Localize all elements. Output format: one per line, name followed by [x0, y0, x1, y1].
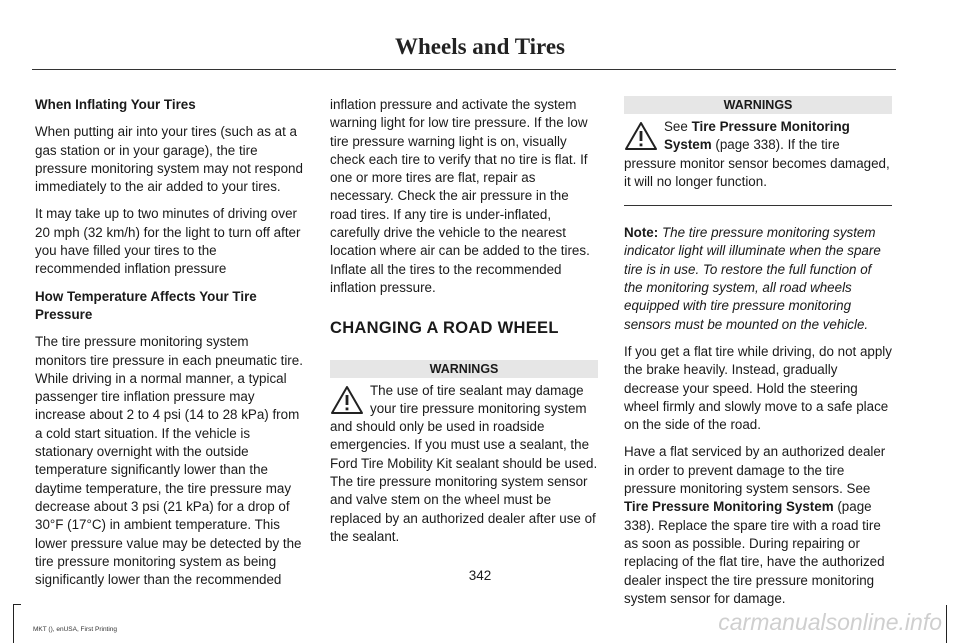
crop-mark-left: [13, 605, 14, 643]
warning-block-sensor: [624, 118, 892, 191]
warnings-label: WARNINGS: [330, 360, 598, 378]
page-number: 342: [468, 568, 492, 583]
xref-tpms-link[interactable]: Tire Pressure Monitoring System: [664, 119, 850, 153]
warning-triangle-icon: [330, 385, 364, 415]
column-2: [330, 96, 598, 546]
warning-text-sensor: (page 338). If the tire pressure monitor sensor becomes damaged, it will no longer function.: [624, 137, 890, 189]
service-text-b: (page 338). Replace the spare tire with a road tire as soon as possible. During repairing or replacing of the flat tire, have the authorized dealer inspect the tire pressure monitoring system sensor for damage.: [624, 499, 885, 606]
warnings-label: WARNINGS: [624, 96, 892, 114]
note-label: Note:: [624, 225, 659, 241]
paragraph-continued: inflation pressure and activate the system warning light for low tire pressure. If the low tire pressure warning light is on, visually check each tire to verify that no tire is flat. If one or more tires are flat, repair as necessary. Check the air pressure in the road tires. If any tire is under-inflated, carefully drive the vehicle to the nearest location where air can be added to the tires. Inflate all the tires to the recommended inflation pressure.: [330, 97, 590, 295]
warning-divider: [624, 205, 892, 206]
crop-mark-left-top: [13, 604, 21, 605]
header-divider: [32, 69, 896, 70]
service-text-a: Have a flat serviced by an authorized dealer in order to prevent damage to the tire pressure monitoring system sensors. See: [624, 444, 886, 497]
note-text: The tire pressure monitoring system indicator light will illuminate when the spare tire is in use. To restore the full function of the monitoring system, all road wheels equipped with tire pressure monitoring sensors must be mounted on the vehicle.: [624, 225, 881, 332]
section-heading: CHANGING A ROAD WHEEL: [330, 319, 559, 338]
xref-tpms-link[interactable]: Tire Pressure Monitoring System: [624, 499, 834, 515]
paragraph-flat-tire: If you get a flat tire while driving, do not apply the brake heavily. Instead, gradually decrease your speed. Hold the steering wheel firmly and slowly move to a safe place on the side of the road.: [624, 343, 892, 433]
page-title: Wheels and Tires: [395, 34, 565, 59]
note-paragraph: [624, 224, 892, 334]
warning-text-sealant: The use of tire sealant may damage your tire pressure monitoring system and should only be used in roadside emergencies. If you must use a sealant, the Ford Tire Mobility Kit sealant should be used. The tire pressure monitoring system sensor and valve stem on the wheel must be replaced by an authorized dealer after use of the sealant.: [330, 382, 598, 544]
warning-block-sealant: [330, 382, 598, 547]
warning-see: See: [664, 119, 688, 134]
crop-mark-right: [946, 605, 947, 643]
footer-printing: MKT (), enUSA, First Printing: [33, 626, 118, 633]
heading-temperature: How Temperature Affects Your Tire Pressure: [35, 288, 257, 322]
warning-triangle-icon: [624, 121, 658, 151]
column-1: [35, 96, 303, 598]
heading-inflating: When Inflating Your Tires: [35, 97, 196, 112]
column-3: [624, 96, 892, 617]
paragraph-temperature: The tire pressure monitoring system monitors tire pressure in each pneumatic tire. While driving in a normal manner, a typical passenger tire inflation pressure may increase about 2 to 4 psi (14 to 28 kPa) from a cold start situation. If the vehicle is stationary overnight with the outside temperature significantly lower than the daytime temperature, the tire pressure may decrease about 3 psi (21 kPa) for a drop of 30°F (17°C) in ambient temperature. This lower pressure value may be detected by the tire pressure monitoring system as being significantly lower than the recommended: [35, 334, 303, 588]
paragraph-service: [624, 443, 892, 608]
watermark: carmanualsonline.info: [718, 609, 942, 635]
paragraph-inflating: When putting air into your tires (such as at a gas station or in your garage), the tire pressure monitoring system may not respond immediately to the air added to your tires.: [35, 124, 303, 195]
paragraph-driving: It may take up to two minutes of driving over 20 mph (32 km/h) for the light to turn off after you have filled your tires to the recommended inflation pressure: [35, 206, 301, 277]
